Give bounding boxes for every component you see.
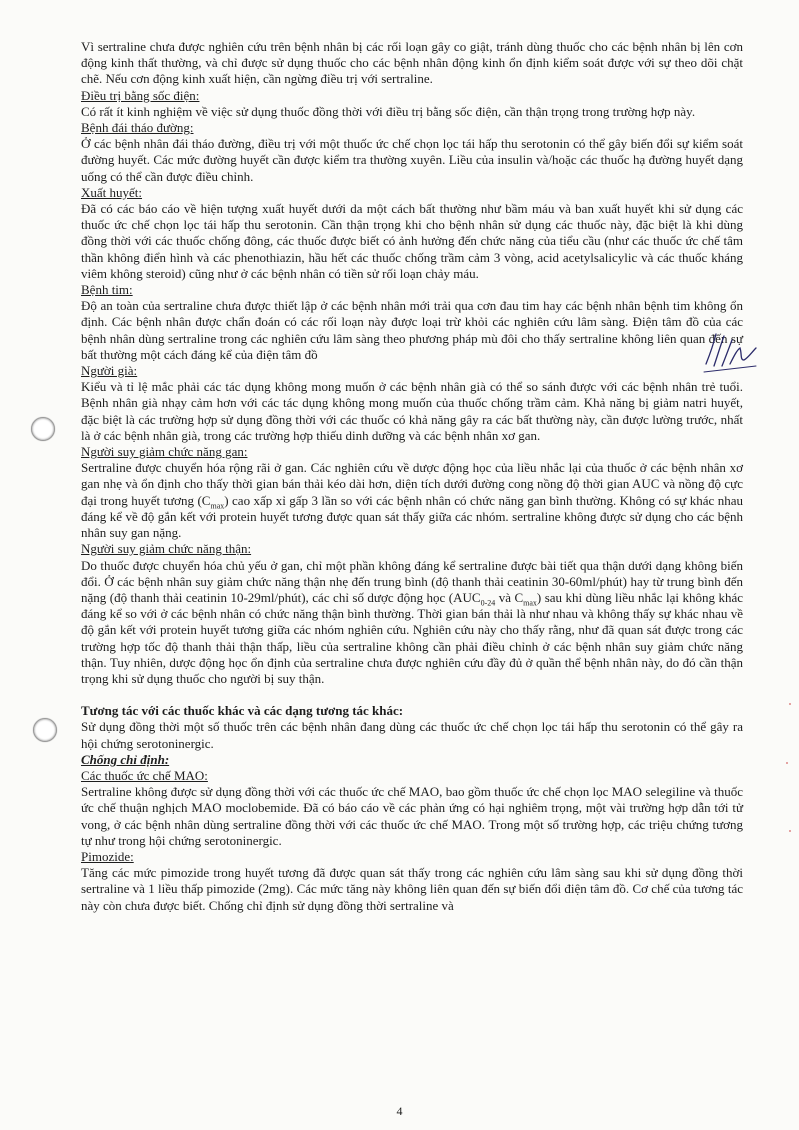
paragraph-elderly: Kiểu và tỉ lệ mắc phải các tác dụng không mong muốn ở các bệnh nhân già có thể so sánh được với các bệnh nhân trẻ tuổi. Bệnh nhân già nhạy cảm hơn với các tác dụng không mong muốn của thuốc chống trầm cảm. Khả năng bị giảm natri huyết, đặc biệt là các trường hợp sử dụng đồng thời với các thuốc có khả năng gây ra các bất thường này, cần được lường trước, nhất là ở các bệnh nhân già, trong các trường hợp thiếu dinh dưỡng và các bệnh nhân xơ gan. bbox=[81, 379, 743, 443]
renal-text-2: và C bbox=[495, 589, 524, 605]
hepatic-sub: max bbox=[210, 501, 225, 511]
heading-contraindications: Chống chỉ định: bbox=[81, 751, 170, 767]
renal-text-3: ) sau khi dùng liều nhắc lại không khác đáng kể so với ở các bệnh nhân có chức năng thận bình thường. Thời gian bán thải là như nhau và không thấy sự khác nhau về độ gắn kết với protein huyết tương giữa các nhóm nghiên cứu. Nghiên cứu này cho thấy rằng, như đã quan sát được trong các trường hợp tốc độ thanh thải thận thấp, liều của sertraline không cần phải điều chỉnh ở các bệnh nhân suy giảm chức năng thận. Tuy nhiên, dược động học ổn định của sertraline chưa được nghiên cứu đầy đủ ở quần thể bệnh nhân này, do đó cần thận trọng khi sử dụng thuốc cho người bị suy thận. bbox=[81, 589, 743, 686]
heading-hepatic: Người suy giảm chức năng gan: bbox=[81, 444, 248, 460]
paragraph-hepatic bbox=[81, 460, 743, 541]
page-number: 4 bbox=[396, 1104, 403, 1118]
renal-sub-2: max bbox=[523, 598, 537, 608]
heading-elderly: Người già: bbox=[81, 363, 138, 379]
punch-hole-bottom bbox=[33, 718, 57, 742]
hepatic-text-1: Sertraline được chuyển hóa rộng rãi ở gan. Các nghiên cứu về dược động học của liều nhắc lại của thuốc ở các bệnh nhân xơ gan nhẹ và ổn định cho thấy thời gian bán thải kéo dài hơn, diện tích dưới đường cong nồng độ thời gian AUC và nồng độ cực đại trong huyết tương (C bbox=[81, 460, 743, 508]
paragraph-pimozide: Tăng các mức pimozide trong huyết tương đã được quan sát thấy trong các nghiên cứu lâm sàng sau khi sử dụng đồng thời sertraline và 1 liều thấp pimozide (2mg). Các mức tăng này không liên quan đến sự biến đổi điện tâm đồ. Cơ chế của tương tác này còn chưa được biết. Chống chỉ định sử dụng đồng thời sertraline và bbox=[81, 865, 743, 913]
paragraph-bleeding: Đã có các báo cáo về hiện tượng xuất huyết dưới da một cách bất thường như bầm máu và ban xuất huyết khi sử dụng các thuốc ức chế chọn lọc tái hấp thu serotonin. Cần thận trọng khi cho bệnh nhân sử dụng các thuốc này, đặc biệt là khi dùng đồng thời với các thuốc chống đông, các thuốc được biết có ảnh hưởng đến chức năng của tiểu cầu (như các thuốc ức chế tâm thần không điển hình và các phenothiazin, hầu hết các thuốc chống trầm cảm 3 vòng, acid acetylsalicylic và các thuốc kháng viêm không steroid) cũng như ở các bệnh nhân có tiền sử rối loạn chảy máu. bbox=[81, 201, 743, 281]
heading-pimozide: Pimozide: bbox=[81, 848, 134, 864]
paragraph-renal bbox=[81, 558, 743, 688]
renal-text-1: Do thuốc được chuyển hóa chủ yếu ở gan, chỉ một phần không đáng kể sertraline được bài tiết qua thận dưới dạng không biến đổi. Ở các bệnh nhân suy giảm chức năng thận nhẹ đến trung bình (độ thanh thải ceatinin 30-60ml/phút) hay từ trung bình đến nặng (độ thanh thải ceatinin 10-29ml/phút), các chỉ số dược động học (AUC bbox=[81, 557, 743, 605]
punch-hole-top bbox=[31, 417, 55, 441]
paragraph-heart-disease: Độ an toàn của sertraline chưa được thiết lập ở các bệnh nhân mới trải qua cơn đau tim hay các bệnh nhân bệnh tim không ổn định. Các bệnh nhân được chẩn đoán có các rối loạn này được loại trừ khỏi các nghiên cứu lâm sàng. Điện tâm đồ của các bệnh nhân dùng sertraline trong các nghiên cứu lâm sàng theo phương pháp mù đôi cho thấy sertraline không liên quan đến sự bất thường một cách đáng kể của điện tâm đồ bbox=[81, 298, 743, 362]
paragraph-electroshock: Có rất ít kinh nghiệm về việc sử dụng thuốc đồng thời với điều trị bằng sốc điện, cần thận trọng trong trường hợp này. bbox=[81, 103, 696, 119]
heading-heart-disease: Bệnh tim: bbox=[81, 282, 133, 298]
heading-bleeding: Xuất huyết: bbox=[81, 184, 143, 200]
paragraph-diabetes: Ở các bệnh nhân đái tháo đường, điều trị với một thuốc ức chế chọn lọc tái hấp thu serotonin có thể gây biến đổi sự kiểm soát đường huyết. Các mức đường huyết cần được kiểm tra thường xuyên. Liều của insulin và/hoặc các thuốc hạ đường huyết dạng uống có thể cần được điều chỉnh. bbox=[81, 136, 743, 184]
handwritten-initials bbox=[700, 326, 760, 378]
heading-renal: Người suy giảm chức năng thận: bbox=[81, 541, 252, 557]
heading-interactions: Tương tác với các thuốc khác và các dạng tương tác khác: bbox=[81, 703, 404, 719]
paragraph-mao-inhibitors: Sertraline không được sử dụng đồng thời với các thuốc ức chế MAO, bao gồm thuốc ức chế chọn lọc MAO selegiline và thuốc ức chế thuận nghịch MAO moclobemide. Đã có báo cáo về các phản ứng có hại nghiêm trọng, một vài trường hợp dẫn tới tử vong, ở các bệnh nhân dùng sertraline đồng thời với các thuốc ức chế MAO. Trong một số trường hợp, các triệu chứng tương tự như trong hội chứng serotoninergic. bbox=[81, 784, 743, 848]
hepatic-text-2: ) cao xấp xỉ gấp 3 lần so với các bệnh nhân có chức năng gan bình thường. Không có sự khác nhau đáng kể về độ gắn kết với protein huyết tương được quan sát thấy giữa các nhóm. sertraline không được sử dụng cho các bệnh nhân suy gan nặng. bbox=[81, 492, 743, 541]
heading-diabetes: Bệnh đái tháo đường: bbox=[81, 120, 194, 136]
heading-electroshock: Điều trị bằng sốc điện: bbox=[81, 87, 200, 103]
document-body bbox=[81, 39, 743, 914]
scan-speck bbox=[789, 830, 791, 832]
renal-sub-1: 0-24 bbox=[480, 598, 496, 608]
scan-speck bbox=[789, 703, 791, 705]
paragraph-seizure: Vì sertraline chưa được nghiên cứu trên bệnh nhân bị các rối loạn gây co giật, tránh dùng thuốc cho các bệnh nhân bị lên cơn động kinh thất thường, và chỉ được sử dụng thuốc cho các bệnh nhân động kinh ổn định kiểm soát được với sự theo dõi chặt chẽ. Nếu cơn động kinh xuất hiện, cần ngừng điều trị với sertraline. bbox=[81, 39, 743, 87]
scan-speck bbox=[786, 762, 788, 764]
paragraph-interactions: Sử dụng đồng thời một số thuốc trên các bệnh nhân đang dùng các thuốc ức chế chọn lọc tái hấp thu serotonin có thể gây ra hội chứng serotoninergic. bbox=[81, 719, 743, 751]
heading-mao-inhibitors: Các thuốc ức chế MAO: bbox=[81, 767, 208, 783]
